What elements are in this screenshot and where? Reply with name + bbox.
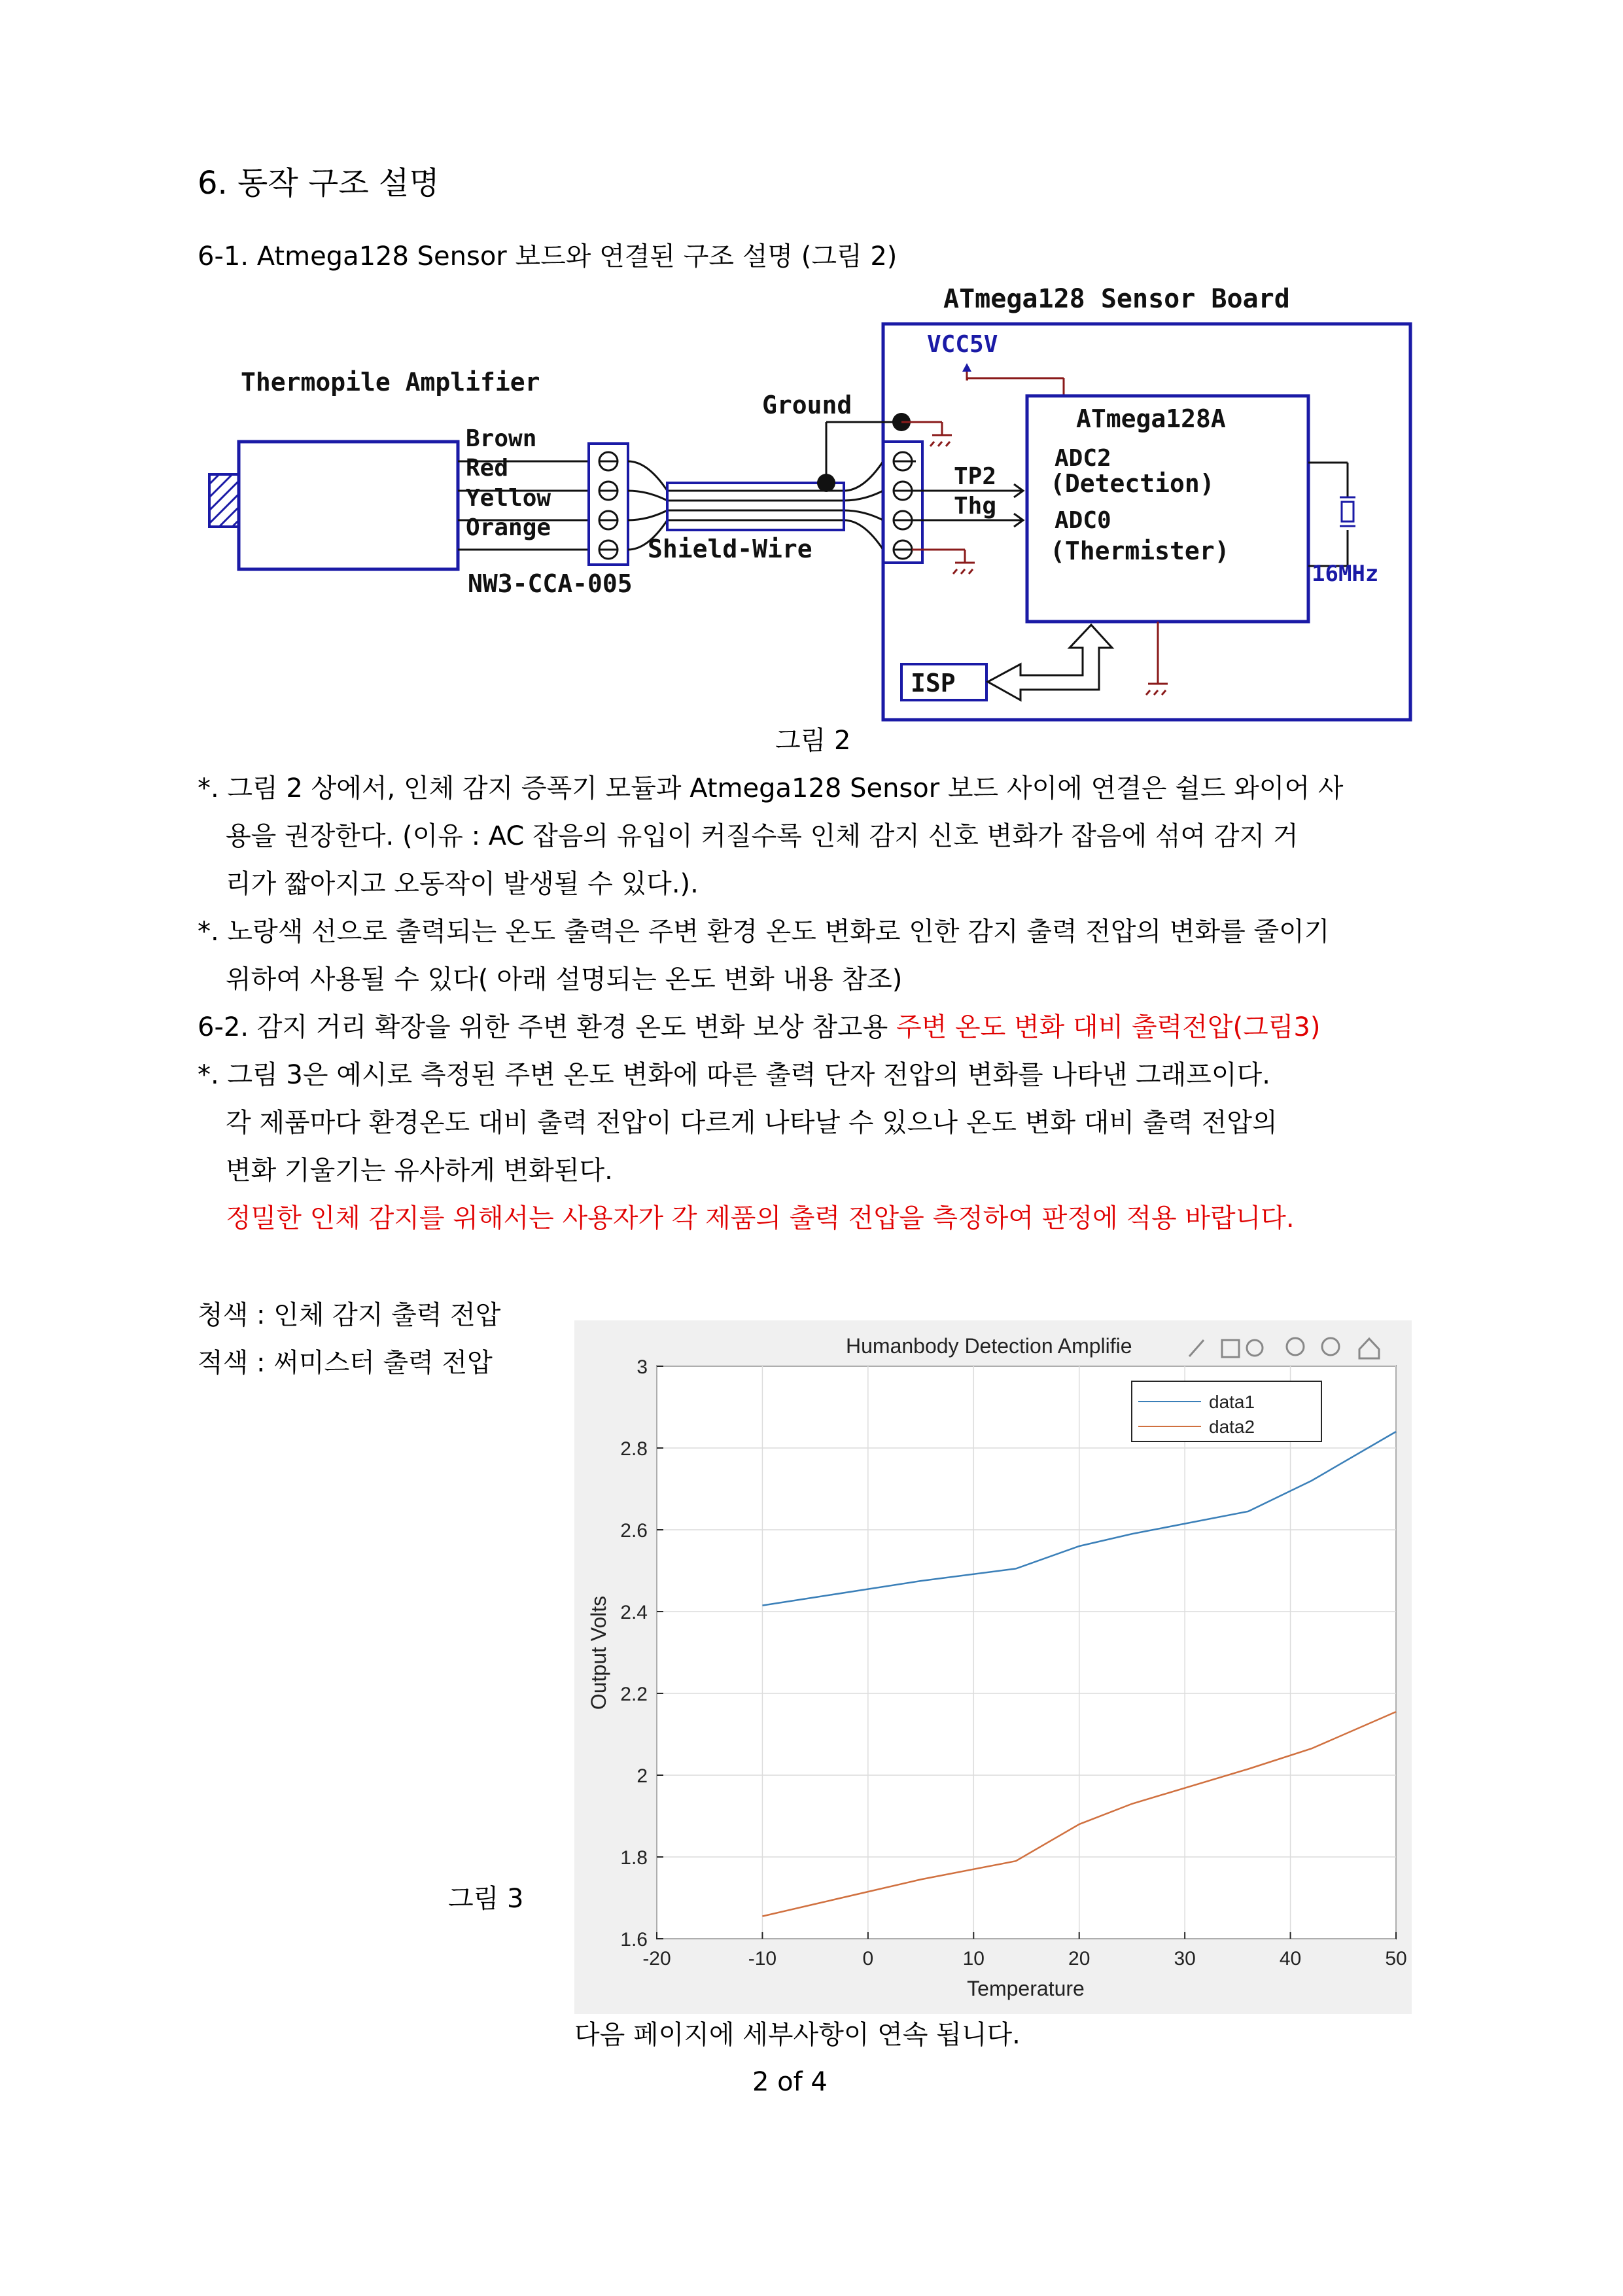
adc2-label: ADC2: [1055, 445, 1111, 472]
x-tick-label: 20: [1068, 1948, 1091, 1969]
subsection-6-2-highlight: 주변 온도 변화 대비 출력전압(그림3): [896, 1012, 1321, 1042]
subsection-title-6-2: [198, 1014, 1320, 1040]
vcc-label: VCC5V: [927, 331, 998, 358]
y-tick-label: 2.6: [620, 1520, 648, 1542]
color-note-red: 적색 : 써미스터 출력 전압: [198, 1348, 493, 1378]
continue-note: 다음 페이지에 세부사항이 연속 됩니다.: [574, 2020, 1021, 2050]
y-tick-label: 2.4: [620, 1602, 648, 1623]
y-tick-label: 3: [637, 1356, 648, 1378]
y-tick-label: 2.8: [620, 1438, 648, 1460]
x-tick-label: 30: [1174, 1948, 1196, 1969]
adc0-label: ADC0: [1055, 507, 1111, 534]
figure-2-caption: 그림 2: [775, 726, 851, 756]
note-3-line-3: 변화 기울기는 유사하게 변화된다.: [226, 1156, 613, 1186]
ground-label: Ground: [762, 391, 852, 419]
y-tick-label: 2.2: [620, 1684, 648, 1705]
connection-diagram: [196, 275, 1439, 733]
note-1-line-2: 용을 권장한다. (이유 : AC 잡음의 유입이 커질수록 인체 감지 신호 변화가 잡음에 섞여 감지 거: [226, 821, 1299, 851]
x-tick-label: -10: [748, 1948, 777, 1969]
plot-area: [657, 1366, 1396, 1939]
wire-label-yellow: Yellow: [466, 485, 551, 512]
note-3-warning: 정밀한 인체 감지를 위해서는 사용자가 각 제품의 출력 전압을 측정하여 판정에 적용 바랍니다.: [226, 1203, 1295, 1233]
note-2-line-1: *. 노랑색 선으로 출력되는 온도 출력은 주변 환경 온도 변화로 인한 감지 출력 전압의 변화를 줄이기: [198, 917, 1330, 947]
isp-label: ISP: [911, 669, 956, 698]
amplifier-box: [239, 442, 458, 569]
crystal-label: 16MHz: [1312, 561, 1379, 587]
section-title: 6. 동작 구조 설명: [198, 165, 440, 202]
x-tick-label: 50: [1385, 1948, 1407, 1969]
board-title: ATmega128 Sensor Board: [943, 284, 1290, 314]
chip-label: ATmega128A: [1076, 404, 1226, 433]
color-note-blue: 청색 : 인체 감지 출력 전압: [198, 1300, 501, 1330]
note-1-line-1: *. 그림 2 상에서, 인체 감지 증폭기 모듈과 Atmega128 Sensor 보드 사이에 연결은 쉴드 와이어 사: [198, 773, 1344, 804]
temperature-voltage-chart: [574, 1320, 1412, 2014]
isp-arrow-icon: [988, 625, 1112, 700]
y-tick-label: 1.6: [620, 1929, 648, 1951]
legend-label-data2: data2: [1209, 1417, 1255, 1437]
ground-symbol-1: [930, 435, 952, 446]
cable-label: NW3-CCA-005: [468, 569, 633, 598]
crystal-icon: [1342, 502, 1353, 521]
note-3-line-1: *. 그림 3은 예시로 측정된 주변 온도 변화에 따른 출력 단자 전압의 변화를 나타낸 그래프이다.: [198, 1060, 1270, 1090]
note-1-line-3: 리가 짧아지고 오동작이 발생될 수 있다.).: [226, 869, 699, 899]
note-3-line-2: 각 제품마다 환경온도 대비 출력 전압이 다르게 나타날 수 있으나 온도 변화 대비 출력 전압의: [226, 1108, 1278, 1138]
detection-label: (Detection): [1050, 469, 1215, 498]
vcc-arrow: [962, 363, 971, 372]
wire-label-brown: Brown: [466, 425, 537, 452]
ground-symbol-3: [1146, 684, 1168, 695]
wire-label-red: Red: [466, 455, 509, 482]
x-tick-label: -20: [642, 1948, 671, 1969]
x-axis-label: Temperature: [967, 1977, 1085, 2000]
shield-wire-label: Shield-Wire: [648, 535, 812, 563]
y-tick-label: 2: [637, 1765, 648, 1787]
note-2-line-2: 위하여 사용될 수 있다( 아래 설명되는 온도 변화 내용 참조): [226, 964, 903, 995]
tp2-label: TP2: [954, 463, 997, 490]
legend-label-data1: data1: [1209, 1392, 1255, 1412]
thermister-label: (Thermister): [1050, 537, 1230, 565]
x-tick-label: 10: [962, 1948, 985, 1969]
amplifier-title: Thermopile Amplifier: [241, 368, 540, 397]
y-axis-label: Output Volts: [587, 1595, 610, 1710]
subsection-6-2-prefix: 6-2. 감지 거리 확장을 위한 주변 환경 온도 변화 보상 참고용: [198, 1012, 896, 1042]
sensor-board-frame: [883, 324, 1410, 720]
x-tick-label: 40: [1279, 1948, 1302, 1969]
page-number: 2 of 4: [752, 2067, 828, 2097]
ground-symbol-2: [953, 563, 975, 574]
figure-3-caption: 그림 3: [448, 1884, 524, 1914]
thg-label: Thg: [954, 493, 997, 520]
subsection-title-6-1: 6-1. Atmega128 Sensor 보드와 연결된 구조 설명 (그림 2): [198, 241, 898, 272]
chart-title: Humanbody Detection Amplifie: [846, 1334, 1132, 1358]
wire-label-orange: Orange: [466, 514, 551, 541]
y-tick-label: 1.8: [620, 1847, 648, 1869]
x-tick-label: 0: [862, 1948, 874, 1969]
